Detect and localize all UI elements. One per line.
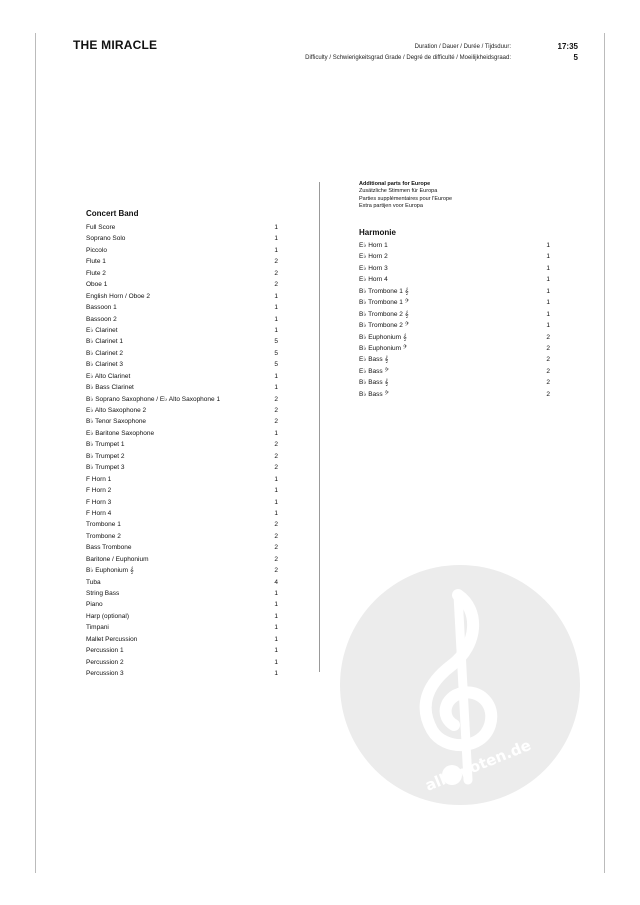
harmonie-heading: Harmonie xyxy=(359,228,396,237)
part-name: Tuba xyxy=(86,578,101,586)
part-count: 1 xyxy=(546,287,550,295)
part-name: B♭ Clarinet 3 xyxy=(86,361,124,369)
part-row xyxy=(359,309,550,320)
part-row xyxy=(86,268,278,279)
part-count: 2 xyxy=(274,452,278,460)
part-row xyxy=(86,519,278,530)
part-row xyxy=(86,382,278,393)
part-count: 1 xyxy=(274,429,278,437)
part-row xyxy=(359,354,550,365)
part-count: 1 xyxy=(274,498,278,506)
watermark-text: alle-noten.de xyxy=(422,735,534,795)
part-count: 1 xyxy=(274,487,278,495)
part-row xyxy=(86,622,278,633)
part-count: 1 xyxy=(274,624,278,632)
part-name: Harp (optional) xyxy=(86,612,129,620)
part-row xyxy=(86,245,278,256)
additional-parts-de: Zusätzliche Stimmen für Europa xyxy=(359,188,438,195)
difficulty-label: Difficulty / Schwierigkeitsgrad Grade / Degré de difficulté / Moeilijkheidsgraad: xyxy=(305,55,511,61)
part-count: 2 xyxy=(274,258,278,266)
part-row xyxy=(86,291,278,302)
part-row xyxy=(86,439,278,450)
part-count: 1 xyxy=(274,509,278,517)
part-count: 4 xyxy=(274,578,278,586)
part-count: 1 xyxy=(274,304,278,312)
part-count: 1 xyxy=(274,647,278,655)
part-name: Flute 2 xyxy=(86,269,106,277)
harmonie-part-list xyxy=(359,240,550,400)
part-count: 1 xyxy=(546,322,550,330)
part-name: E♭ Bass 𝄞 xyxy=(359,356,389,364)
part-count: 2 xyxy=(546,379,550,387)
part-count: 1 xyxy=(274,246,278,254)
part-count: 1 xyxy=(274,590,278,597)
part-name: B♭ Trombone 1 𝄞 xyxy=(359,287,409,295)
part-row xyxy=(86,256,278,267)
part-name: B♭ Euphonium 𝄞 xyxy=(86,567,134,575)
part-row xyxy=(86,508,278,519)
part-row xyxy=(86,485,278,496)
part-count: 2 xyxy=(274,441,278,449)
part-name: String Bass xyxy=(86,590,120,597)
part-count: 5 xyxy=(274,361,278,369)
part-row xyxy=(86,554,278,565)
part-row xyxy=(86,348,278,359)
part-count: 5 xyxy=(274,349,278,357)
duration-value: 17:35 xyxy=(557,42,578,51)
part-count: 1 xyxy=(274,384,278,392)
part-row xyxy=(86,611,278,622)
duration-label: Duration / Dauer / Durée / Tijdsduur: xyxy=(414,44,511,50)
part-row xyxy=(86,474,278,485)
page-left-rule xyxy=(35,33,36,873)
part-count: 2 xyxy=(274,544,278,552)
part-count: 1 xyxy=(274,475,278,483)
part-name: B♭ Tenor Saxophone xyxy=(86,418,147,426)
part-name: B♭ Clarinet 1 xyxy=(86,338,124,346)
part-row xyxy=(86,394,278,405)
part-row xyxy=(359,377,550,388)
part-count: 1 xyxy=(546,299,550,307)
part-count: 2 xyxy=(274,555,278,563)
part-name: Percussion 2 xyxy=(86,658,124,666)
part-count: 1 xyxy=(274,372,278,380)
part-name: E♭ Clarinet xyxy=(86,326,118,334)
part-name: F Horn 4 xyxy=(86,509,112,517)
part-count: 1 xyxy=(546,242,550,249)
part-row xyxy=(86,416,278,427)
part-name: Soprano Solo xyxy=(86,235,126,243)
part-count: 1 xyxy=(546,276,550,284)
part-name: E♭ Baritone Saxophone xyxy=(86,429,155,437)
concert-band-part-list xyxy=(86,222,278,680)
part-count: 1 xyxy=(274,670,278,678)
part-name: Mallet Percussion xyxy=(86,635,138,643)
part-count: 2 xyxy=(274,521,278,529)
part-row xyxy=(86,462,278,473)
part-count: 2 xyxy=(274,464,278,472)
part-count: 1 xyxy=(546,253,550,261)
part-count: 1 xyxy=(546,310,550,318)
part-name: Piccolo xyxy=(86,246,107,254)
part-name: Bassoon 2 xyxy=(86,315,117,323)
part-row xyxy=(86,336,278,347)
part-row xyxy=(86,302,278,313)
part-name: B♭ Trombone 2 𝄞 xyxy=(359,310,409,318)
additional-parts-fr: Parties supplémentaires pour l'Europe xyxy=(359,195,453,202)
part-row xyxy=(86,359,278,370)
part-name: E♭ Horn 2 xyxy=(359,253,388,261)
part-row xyxy=(86,371,278,382)
part-count: 2 xyxy=(546,390,550,398)
part-row xyxy=(359,240,550,251)
part-count: 2 xyxy=(546,333,550,341)
part-row xyxy=(86,668,278,679)
part-row xyxy=(86,325,278,336)
part-name: B♭ Bass 𝄞 xyxy=(359,379,389,387)
part-row xyxy=(86,497,278,508)
part-name: Trombone 1 xyxy=(86,521,121,529)
additional-parts-en: Additional parts for Europe xyxy=(359,181,431,187)
part-row xyxy=(86,405,278,416)
part-row xyxy=(86,279,278,290)
part-name: B♭ Bass 𝄢 xyxy=(359,390,389,398)
part-row xyxy=(86,565,278,576)
part-count: 2 xyxy=(546,367,550,375)
part-row xyxy=(359,297,550,308)
part-name: B♭ Trombone 1 𝄢 xyxy=(359,299,409,307)
part-name: Trombone 2 xyxy=(86,532,121,540)
part-name: Full Score xyxy=(86,224,116,231)
part-row xyxy=(86,314,278,325)
part-name: B♭ Trumpet 1 xyxy=(86,441,125,449)
part-count: 2 xyxy=(546,344,550,352)
part-row xyxy=(86,577,278,588)
part-count: 1 xyxy=(274,658,278,666)
part-count: 1 xyxy=(546,264,550,272)
part-name: Percussion 1 xyxy=(86,647,124,655)
part-name: E♭ Bass 𝄢 xyxy=(359,367,389,375)
part-row xyxy=(86,645,278,656)
column-divider xyxy=(319,182,320,672)
part-count: 2 xyxy=(274,269,278,277)
part-name: E♭ Horn 3 xyxy=(359,264,388,272)
part-name: B♭ Trombone 2 𝄢 xyxy=(359,322,409,330)
part-row xyxy=(86,451,278,462)
piece-title: THE MIRACLE xyxy=(73,38,158,52)
additional-parts-nl: Extra partijen voor Europa xyxy=(359,202,423,209)
part-row xyxy=(359,251,550,262)
part-name: B♭ Soprano Saxophone / E♭ Alto Saxophone 1 xyxy=(86,395,221,403)
part-name: F Horn 3 xyxy=(86,498,112,506)
part-count: 1 xyxy=(274,235,278,243)
part-count: 2 xyxy=(274,281,278,289)
part-row xyxy=(86,599,278,610)
part-name: E♭ Alto Saxophone 2 xyxy=(86,407,147,414)
watermark-logo xyxy=(340,565,580,805)
page-right-rule xyxy=(604,33,605,873)
part-row xyxy=(86,222,278,233)
part-name: Baritone / Euphonium xyxy=(86,555,149,563)
part-name: B♭ Bass Clarinet xyxy=(86,384,134,392)
part-name: B♭ Trumpet 2 xyxy=(86,452,125,460)
part-count: 5 xyxy=(274,338,278,346)
part-name: F Horn 2 xyxy=(86,487,112,495)
part-row xyxy=(359,366,550,377)
part-count: 2 xyxy=(546,356,550,364)
part-name: B♭ Clarinet 2 xyxy=(86,349,124,357)
part-count: 1 xyxy=(274,315,278,323)
part-name: E♭ Alto Clarinet xyxy=(86,372,131,380)
part-count: 1 xyxy=(274,601,278,609)
part-name: B♭ Euphonium 𝄢 xyxy=(359,344,408,352)
part-name: B♭ Trumpet 3 xyxy=(86,464,125,472)
part-name: E♭ Horn 1 xyxy=(359,242,388,249)
part-count: 2 xyxy=(274,395,278,403)
part-name: Oboe 1 xyxy=(86,281,108,289)
part-row xyxy=(86,428,278,439)
part-name: Piano xyxy=(86,601,103,609)
part-count: 1 xyxy=(274,224,278,231)
part-name: Bassoon 1 xyxy=(86,304,117,312)
part-name: B♭ Euphonium 𝄞 xyxy=(359,333,407,341)
part-row xyxy=(86,531,278,542)
part-row xyxy=(359,286,550,297)
concert-band-heading: Concert Band xyxy=(86,209,139,218)
part-row xyxy=(86,657,278,668)
part-count: 1 xyxy=(274,326,278,334)
part-row xyxy=(86,588,278,599)
part-count: 2 xyxy=(274,407,278,414)
part-row xyxy=(86,542,278,553)
part-name: F Horn 1 xyxy=(86,475,112,483)
part-count: 1 xyxy=(274,612,278,620)
part-name: E♭ Horn 4 xyxy=(359,276,388,284)
part-name: Flute 1 xyxy=(86,258,106,266)
part-row xyxy=(359,320,550,331)
part-count: 2 xyxy=(274,567,278,575)
part-row xyxy=(359,263,550,274)
part-name: Percussion 3 xyxy=(86,670,124,678)
part-row xyxy=(86,634,278,645)
part-row xyxy=(359,389,550,400)
additional-parts-note xyxy=(359,181,452,210)
difficulty-value: 5 xyxy=(573,53,578,62)
treble-clef-icon xyxy=(340,565,580,805)
part-row xyxy=(359,274,550,285)
part-row xyxy=(359,343,550,354)
part-count: 1 xyxy=(274,292,278,300)
part-name: Timpani xyxy=(86,624,109,632)
part-name: English Horn / Oboe 2 xyxy=(86,292,150,300)
part-count: 2 xyxy=(274,532,278,540)
part-row xyxy=(86,233,278,244)
part-name: Bass Trombone xyxy=(86,544,132,552)
part-count: 2 xyxy=(274,418,278,426)
part-count: 1 xyxy=(274,635,278,643)
part-row xyxy=(359,332,550,343)
